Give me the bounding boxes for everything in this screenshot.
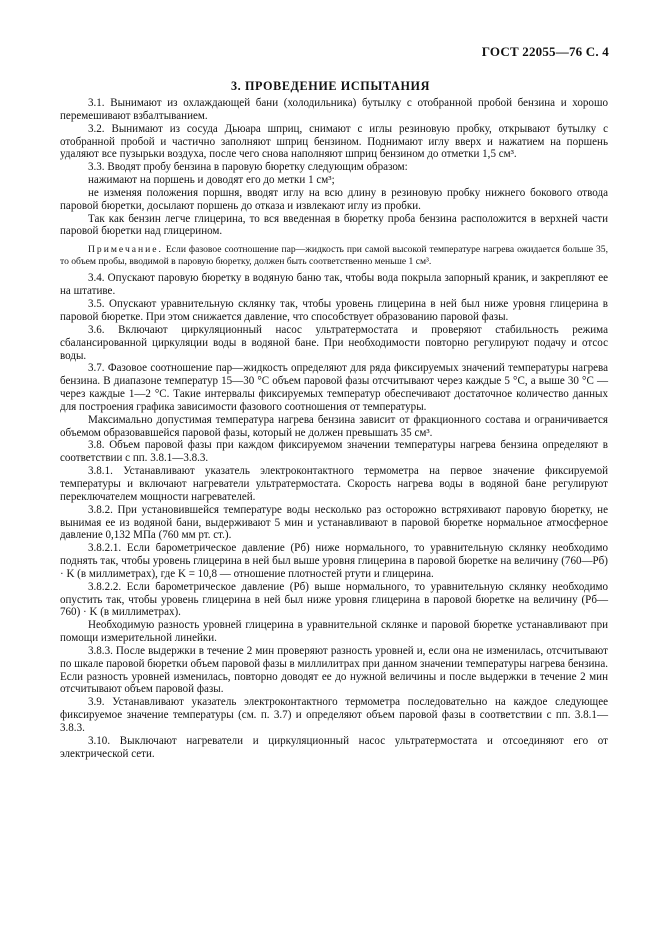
paragraph-3-8-2-3: Необходимую разность уровней глицерина в уравнительной склянке и паровой бюретке устанавливают при помощи измерительной линейки.	[60, 619, 608, 645]
paragraph-3-8-3: 3.8.3. После выдержки в течение 2 мин проверяют разность уровней и, если она не изменилась, отсчитывают по шкале паровой бюретки объем паровой фазы в миллилитрах при данном значении температуры нагрева бензина. Если разность уровней изменилась, повторно доводят ее до нужной величины и после выдержки в течение 2 мин отсчитывают объем паровой фазы.	[60, 644, 608, 696]
paragraph-3-4: 3.4. Опускают паровую бюретку в водяную баню так, чтобы вода покрыла запорный краник, и закрепляют ее на штативе.	[60, 272, 608, 298]
note-paragraph	[60, 244, 608, 267]
paragraph-3-8: 3.8. Объем паровой фазы при каждом фиксируемом значении температуры нагрева бензина определяют в соответствии с пп. 3.8.1—3.8.3.	[60, 439, 608, 465]
paragraph-3-9: 3.9. Устанавливают указатель электроконтактного термометра последовательно на каждое следующее фиксируемое значение температуры (см. п. 3.7) и определяют объем паровой фазы в соответствии с пп. 3.8.1—3.8.3.	[60, 696, 608, 734]
paragraph-3-8-2-1: 3.8.2.1. Если барометрическое давление (Pб) ниже нормального, то уравнительную склянку необходимо поднять так, чтобы уровень глицерина в ней был выше уровня глицерина в паровой бюретке на величину (760—Pб) · K (в миллиметрах), где K = 10,8 — отношение плотностей ртути и глицерина.	[60, 542, 608, 580]
paragraph-3-8-1: 3.8.1. Устанавливают указатель электроконтактного термометра на первое значение фиксируемой температуры и включают нагреватели ультратермостата. Скорость нагрева воды в водяной бане регулируют переключателем мощности нагревателей.	[60, 465, 608, 503]
paragraph-3-3-step-2: не изменяя положения поршня, вводят иглу на всю длину в резиновую пробку нижнего бокового отвода паровой бюретки, досылают поршень до отказа и извлекают иглу из пробки.	[60, 186, 608, 212]
paragraph-3-7-max: Максимально допустимая температура нагрева бензина зависит от фракционного состава и ограничивается объемом образовавшейся паровой фазы, который не должен превышать 35 см³.	[60, 413, 608, 439]
paragraph-3-3-note: Так как бензин легче глицерина, то вся введенная в бюретку проба бензина расположится в верхней части паровой бюретки над глицерином.	[60, 212, 608, 238]
paragraph-3-8-2: 3.8.2. При установившейся температуре воды несколько раз осторожно встряхивают паровую бюретку, не вынимая ее из водяной бани, выдерживают 5 мин и устанавливают в паровой бюретке нормальное атмосферное давление 0,132 МПа (760 мм рт. ст.).	[60, 503, 608, 542]
paragraph-3-3-step-1: нажимают на поршень и доводят его до метки 1 см³;	[88, 174, 335, 187]
paragraph-3-6: 3.6. Включают циркуляционный насос ультратермостата и проверяют стабильность режима сбалансированной циркуляции воды в водяной бане. При необходимости повторно регулируют подачу и отсос воды.	[60, 323, 608, 362]
paragraph-3-2: 3.2. Вынимают из сосуда Дьюара шприц, снимают с иглы резиновую пробку, открывают бутылку с отобранной пробой и частично заполняют шприц бензином. Поднимают иглу вверх и нажатием на поршень удаляют все пузырьки воздуха, после чего снова наполняют шприц бензином до отметки 1,5 см³.	[60, 122, 608, 161]
note-text: Если фазовое соотношение пар—жидкость при самой высокой температуре нагрева ожидается больше 35, то объем пробы, вводимой в паровую бюретку, должен быть соответственно меньше 1 см³.	[60, 244, 608, 267]
page-header: ГОСТ 22055—76 С. 4	[481, 44, 609, 59]
paragraph-3-8-2-2: 3.8.2.2. Если барометрическое давление (Pб) выше нормального, то уравнительную склянку необходимо опустить так, чтобы уровень глицерина в ней был ниже уровня глицерина в паровой бюретке на величину (Pб—760) · K (в миллиметрах).	[60, 580, 608, 619]
document-body	[60, 97, 608, 761]
paragraph-3-10: 3.10. Выключают нагреватели и циркуляционный насос ультратермостата и отсоединяют его от электрической сети.	[60, 734, 608, 760]
section-title: 3. ПРОВЕДЕНИЕ ИСПЫТАНИЯ	[230, 79, 431, 93]
paragraph-3-7: 3.7. Фазовое соотношение пар—жидкость определяют для ряда фиксируемых значений температуры нагрева бензина. В диапазоне температур 15—30 °С объем паровой фазы отсчитывают через каждые 5 °С, а выше 30 °С — через каждые 1—2 °С. Такие интервалы фиксируемых температур обеспечивают достаточное количество данных для построения графика зависимости фазового соотношения от температуры.	[60, 362, 608, 413]
paragraph-3-5: 3.5. Опускают уравнительную склянку так, чтобы уровень глицерина в ней был ниже уровня глицерина в паровой бюретке. При этом снижается давление, что способствует образованию паровой фазы.	[60, 298, 608, 323]
paragraph-3-1: 3.1. Вынимают из охлаждающей бани (холодильника) бутылку с отобранной пробой бензина и хорошо перемешивают взбалтыванием.	[60, 97, 608, 122]
paragraph-3-3: 3.3. Вводят пробу бензина в паровую бюретку следующим образом:	[88, 161, 408, 174]
note-label: Примечание.	[88, 244, 163, 256]
